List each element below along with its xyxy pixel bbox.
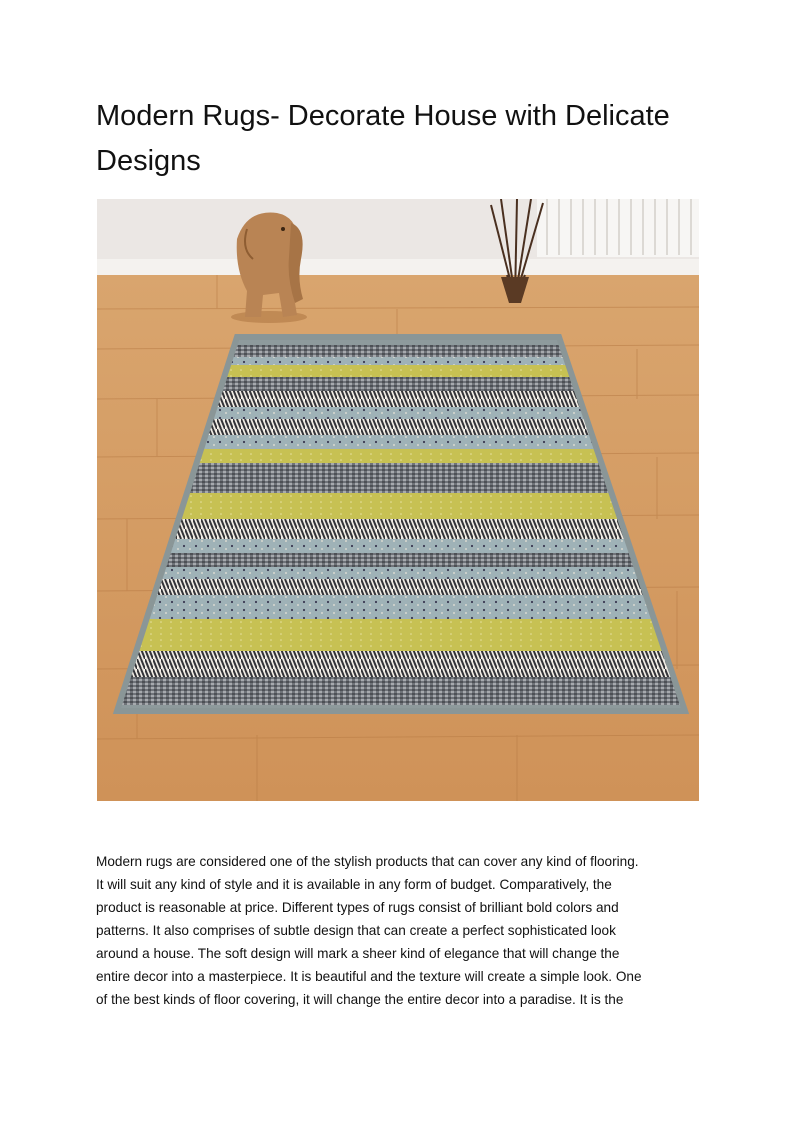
body-line: patterns. It also comprises of subtle design that can create a perfect sophisticated look <box>96 923 616 938</box>
page-title: Modern Rugs- Decorate House with Delicate Designs <box>96 100 670 177</box>
rug-photo <box>97 199 699 801</box>
body-paragraph <box>96 850 700 1011</box>
body-line: entire decor into a masterpiece. It is beautiful and the texture will create a simple look. One <box>96 969 642 984</box>
skirting-board <box>97 259 699 277</box>
body-line: around a house. The soft design will mark a sheer kind of elegance that will change the <box>96 946 620 961</box>
body-line: product is reasonable at price. Different types of rugs consist of brilliant bold colors and <box>96 900 619 915</box>
body-line: Modern rugs are considered one of the stylish products that can cover any kind of flooring. <box>96 854 639 869</box>
body-line: It will suit any kind of style and it is available in any form of budget. Comparatively, the <box>96 877 612 892</box>
radiator <box>537 199 699 257</box>
body-line: of the best kinds of floor covering, it will change the entire decor into a paradise. It is the <box>96 992 624 1007</box>
